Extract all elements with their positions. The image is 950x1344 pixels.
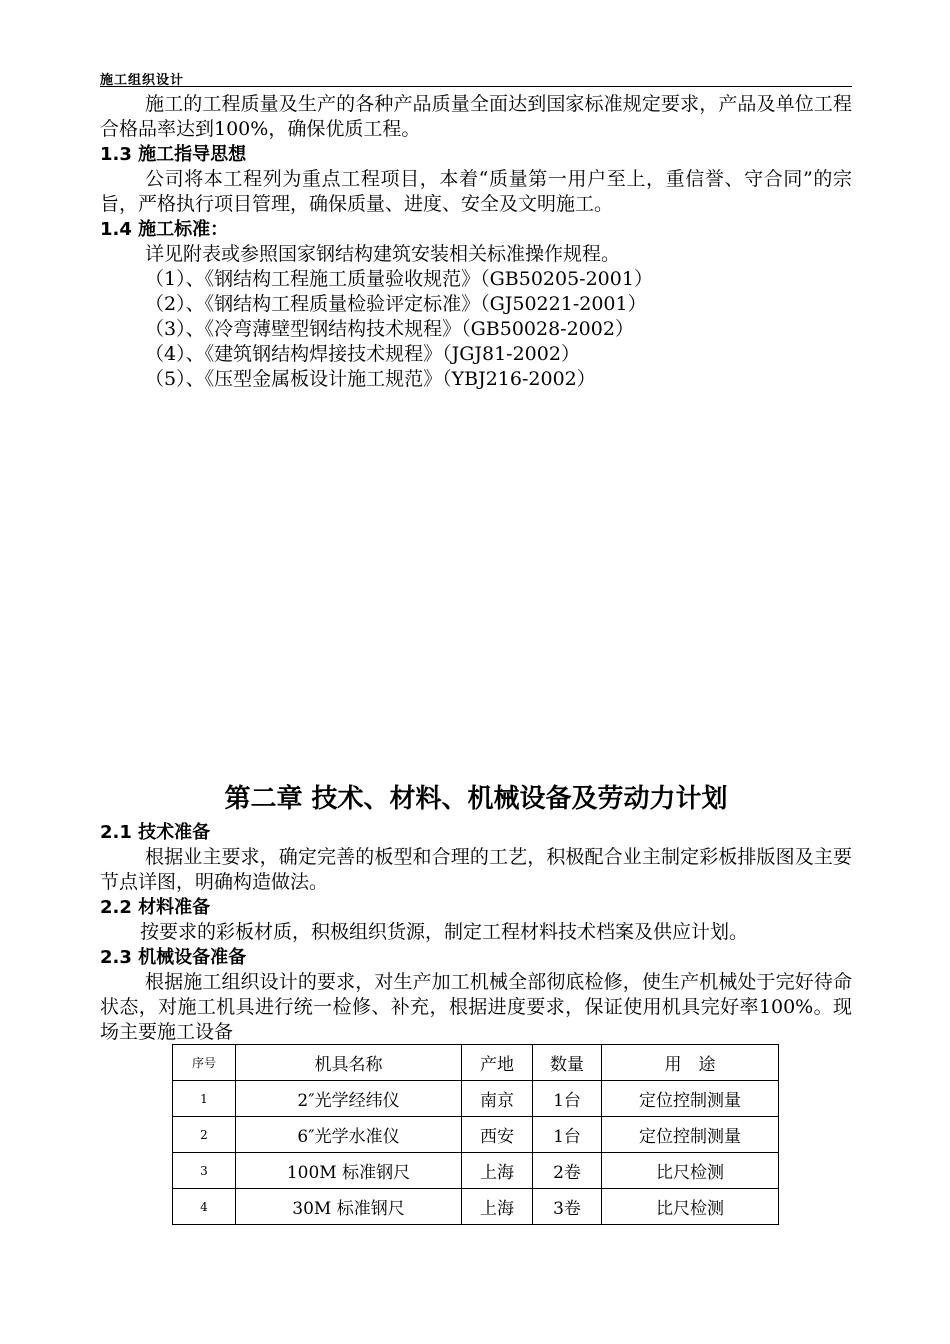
table-cell: 定位控制测量 xyxy=(602,1117,779,1153)
table-cell: 3卷 xyxy=(533,1189,602,1225)
table-cell: 1台 xyxy=(533,1117,602,1153)
table-cell: 100M 标准钢尺 xyxy=(236,1153,462,1189)
header-cell: 用 途 xyxy=(602,1045,779,1081)
heading-2-1: 2.1 技术准备 xyxy=(100,822,211,843)
table-cell: 上海 xyxy=(462,1153,533,1189)
table-cell: 4 xyxy=(173,1189,236,1225)
equipment-table xyxy=(172,1044,779,1225)
standard-item: （4）、《建筑钢结构焊接技术规程》（JGJ81-2002） xyxy=(145,343,580,365)
table-cell: 6″光学水准仪 xyxy=(236,1117,462,1153)
heading-1-3: 1.3 施工指导思想 xyxy=(100,144,247,165)
heading-2-3: 2.3 机械设备准备 xyxy=(100,947,247,968)
table-cell: 3 xyxy=(173,1153,236,1189)
table-cell: 上海 xyxy=(462,1189,533,1225)
table-header-row xyxy=(173,1045,779,1081)
table-cell: 1 xyxy=(173,1081,236,1117)
table-row xyxy=(173,1117,779,1153)
table-cell: 1台 xyxy=(533,1081,602,1117)
paragraph-2-1: 根据业主要求，确定完善的板型和合理的工艺，积极配合业主制定彩板排版图及主要节点详图，明确构造做法。 xyxy=(100,846,852,893)
section-1 xyxy=(100,92,852,392)
paragraph-2-2: 按要求的彩板材质，积极组织货源，制定工程材料技术档案及供应计划。 xyxy=(140,921,749,943)
standard-item: （5）、《压型金属板设计施工规范》（YBJ216-2002） xyxy=(145,368,596,390)
header-cell: 序号 xyxy=(173,1045,236,1081)
table-cell: 2卷 xyxy=(533,1153,602,1189)
heading-2-2: 2.2 材料准备 xyxy=(100,897,211,918)
standard-item: （1）、《钢结构工程施工质量验收规范》（GB50205-2001） xyxy=(145,268,653,290)
standard-item: （2）、《钢结构工程质量检验评定标准》（GJ50221-2001） xyxy=(145,293,647,315)
heading-1-4: 1.4 施工标准： xyxy=(100,219,229,240)
page-header xyxy=(100,66,852,87)
header-cell: 数量 xyxy=(533,1045,602,1081)
paragraph-1-3: 公司将本工程列为重点工程项目，本着“质量第一用户至上，重信誉、守合同”的宗旨，严格执行项目管理，确保质量、进度、安全及文明施工。 xyxy=(100,168,852,215)
table-row xyxy=(173,1081,779,1117)
table-cell: 定位控制测量 xyxy=(602,1081,779,1117)
header-title: 施工组织设计 xyxy=(100,73,185,88)
table-cell: 比尺检测 xyxy=(602,1189,779,1225)
table-cell: 2 xyxy=(173,1117,236,1153)
table-cell: 30M 标准钢尺 xyxy=(236,1189,462,1225)
table-cell: 西安 xyxy=(462,1117,533,1153)
table-row xyxy=(173,1153,779,1189)
table-cell: 比尺检测 xyxy=(602,1153,779,1189)
table-cell: 南京 xyxy=(462,1081,533,1117)
paragraph-1-4: 详见附表或参照国家钢结构建筑安装相关标准操作规程。 xyxy=(145,243,621,265)
standard-item: （3）、《冷弯薄壁型钢结构技术规程》（GB50028-2002） xyxy=(145,318,634,340)
header-cell: 机具名称 xyxy=(236,1045,462,1081)
header-cell: 产地 xyxy=(462,1045,533,1081)
table-cell: 2″光学经纬仪 xyxy=(236,1081,462,1117)
section-2 xyxy=(100,820,852,1045)
intro-paragraph: 施工的工程质量及生产的各种产品质量全面达到国家标准规定要求，产品及单位工程合格品率达到100%，确保优质工程。 xyxy=(100,93,852,140)
paragraph-2-3: 根据施工组织设计的要求，对生产加工机械全部彻底检修，使生产机械处于完好待命状态，对施工机具进行统一检修、补充，根据进度要求，保证使用机具完好率100%。现场主要施工设备 xyxy=(100,971,852,1043)
table-row xyxy=(173,1189,779,1225)
chapter-title: 第二章 技术、材料、机械设备及劳动力计划 xyxy=(224,784,728,814)
